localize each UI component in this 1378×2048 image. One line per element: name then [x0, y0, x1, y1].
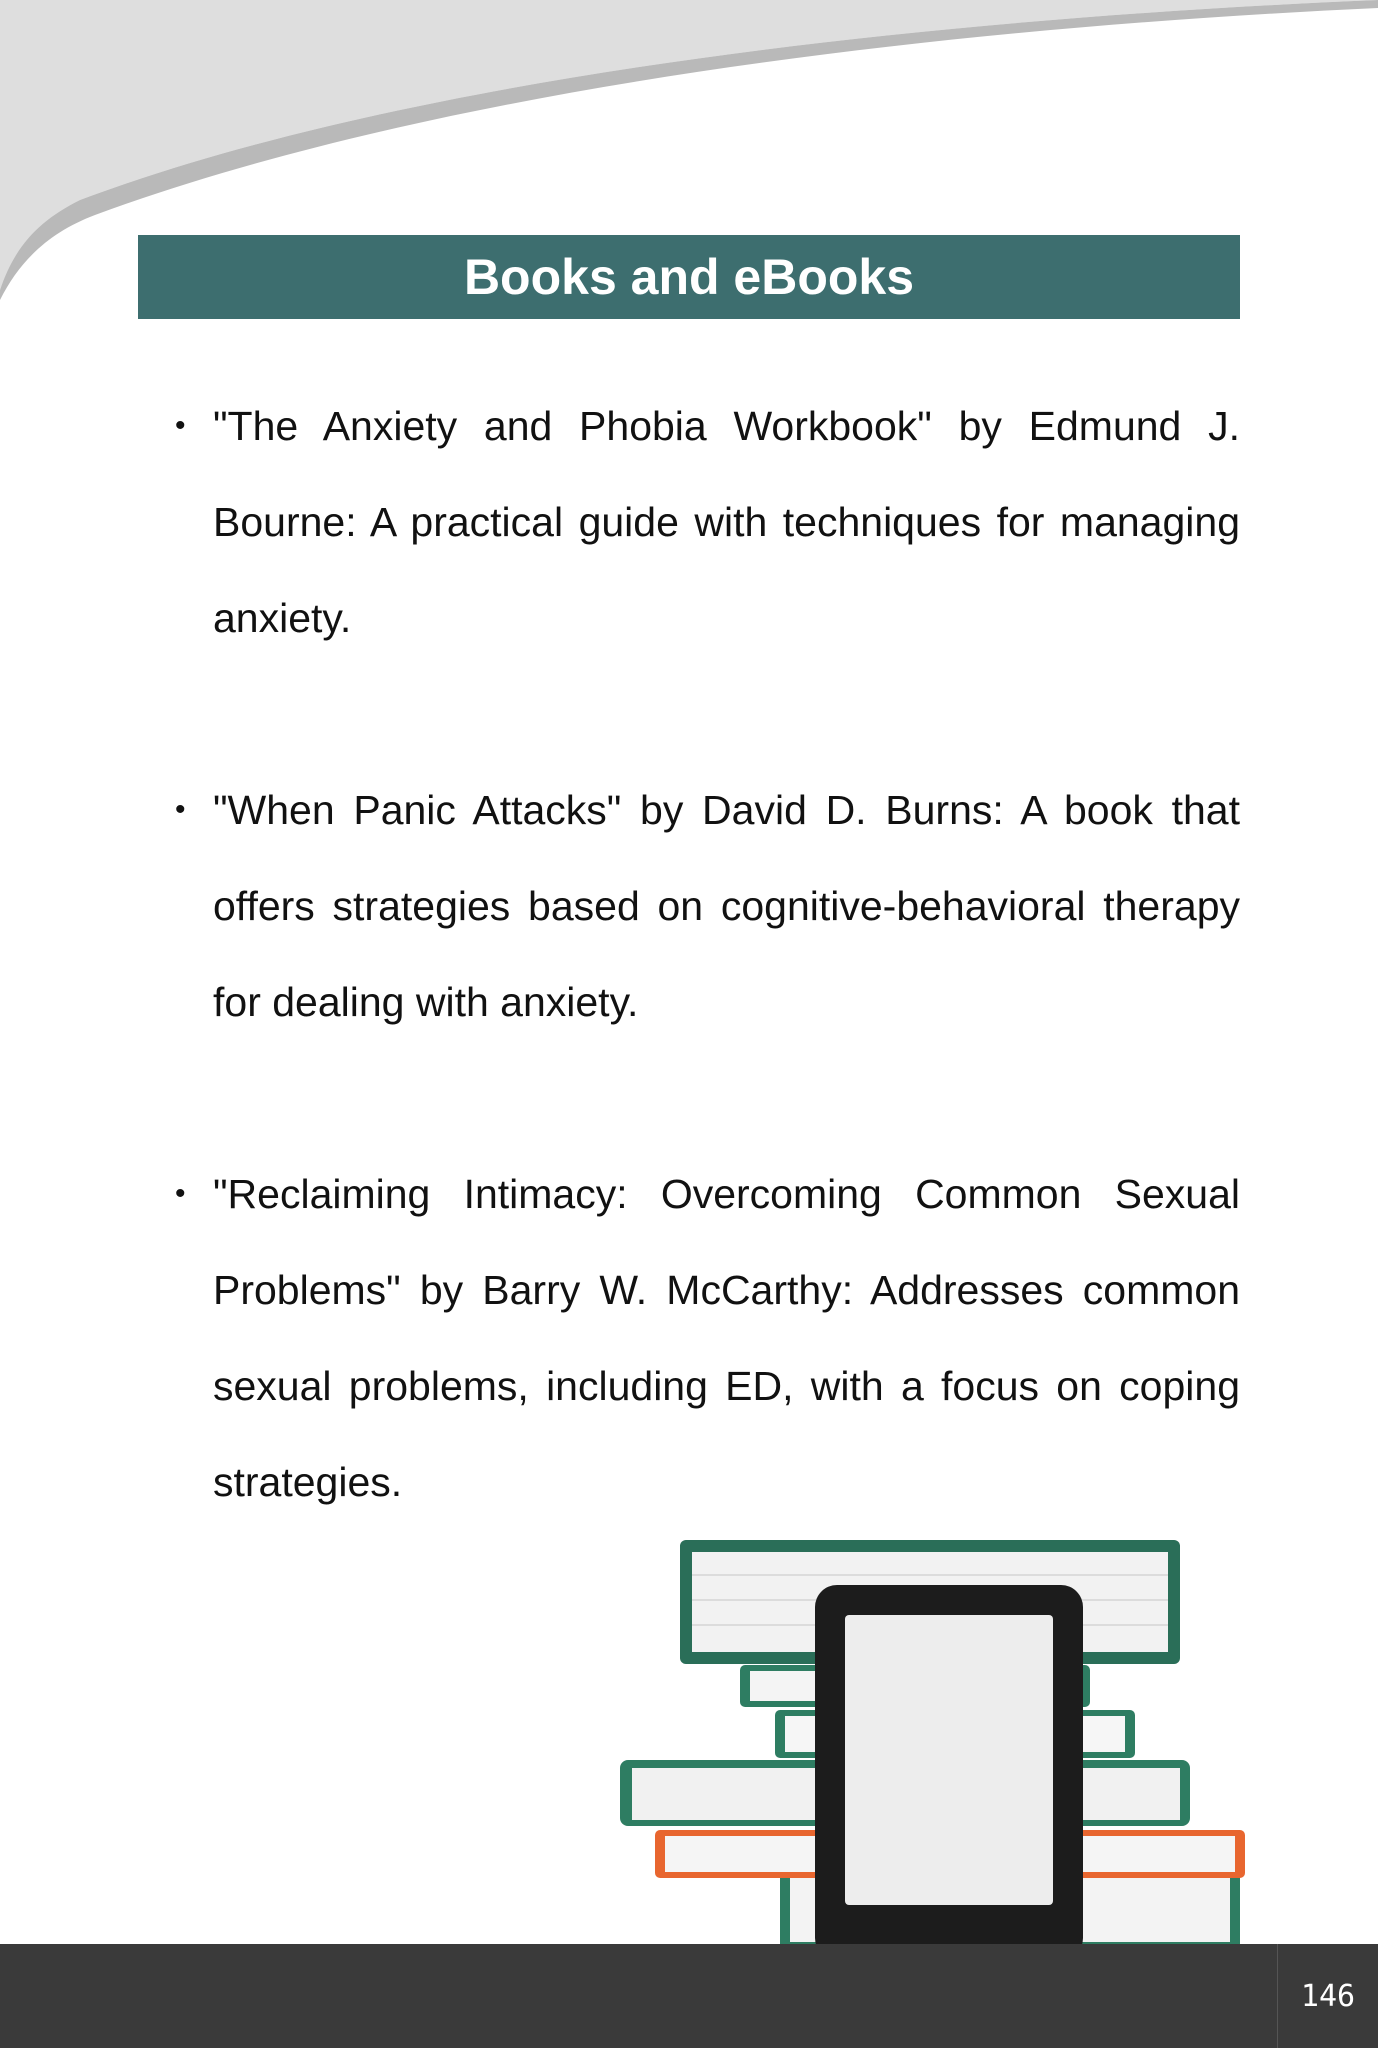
list-item — [175, 1146, 1240, 1530]
list-item — [175, 762, 1240, 1050]
bullet-icon: • — [175, 1177, 186, 1210]
section-title-bar — [138, 235, 1240, 319]
book-list — [175, 378, 1240, 1626]
page-number: 146 — [1277, 1944, 1378, 2048]
book-entry-text: "When Panic Attacks" by David D. Burns: A book that offers strategies based on cognitive-behavioral therapy for dealing with anxiety. — [213, 787, 1240, 1025]
book-entry-text: "The Anxiety and Phobia Workbook" by Edmund J. Bourne: A practical guide with techniques for managing anxiety. — [213, 403, 1240, 641]
bullet-icon: • — [175, 409, 186, 442]
books-and-ereader-icon — [610, 1530, 1290, 1970]
bullet-icon: • — [175, 793, 186, 826]
book-entry-text: "Reclaiming Intimacy: Overcoming Common Sexual Problems" by Barry W. McCarthy: Addresses common sexual problems, including ED, with a focus on coping strategies. — [213, 1171, 1240, 1505]
list-item — [175, 378, 1240, 666]
page-title: Books and eBooks — [463, 249, 915, 305]
footer-bar — [0, 1944, 1378, 2048]
